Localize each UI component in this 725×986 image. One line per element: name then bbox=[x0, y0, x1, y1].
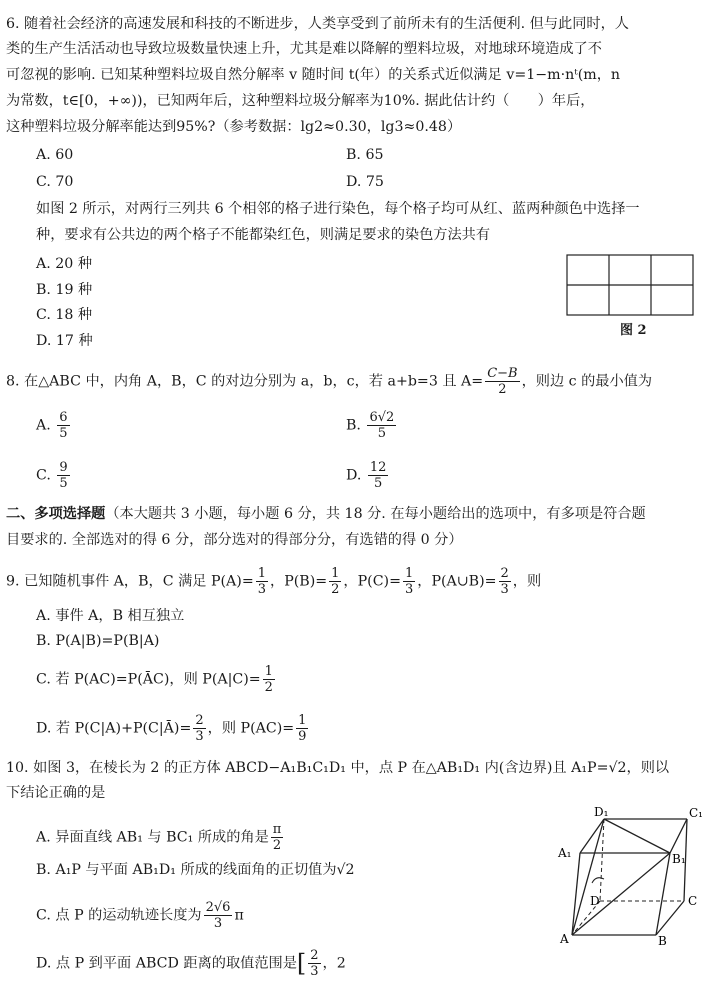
frac-den: 3 bbox=[404, 582, 414, 597]
label-a: A bbox=[560, 932, 569, 946]
q8-option-label: A. bbox=[36, 417, 51, 434]
question-10-line1: 10. 如图 3，在棱长为 2 的正方体 ABCD−A₁B₁C₁D₁ 中，点 P 在△AB₁D₁ 内(含边界)且 A₁P=√2，则以 bbox=[6, 760, 670, 776]
q8-option-b bbox=[346, 410, 398, 441]
frac-num: 1 bbox=[257, 566, 267, 581]
q9-optd-mid: ，则 P(AC)= bbox=[207, 720, 295, 737]
q9-pab bbox=[499, 566, 511, 597]
section-2-desc: （本大题共 3 小题，每小题 6 分，共 18 分. 在每小题给出的选项中，有多项是符合题 bbox=[105, 506, 646, 522]
cube-edge bbox=[580, 819, 604, 853]
frac-den: 5 bbox=[377, 426, 386, 441]
q10-optc-post: π bbox=[234, 907, 244, 924]
q10-optd-bracket: [ bbox=[296, 949, 307, 978]
q6-line: 为常数，t∈[0，+∞))，已知两年后，这种塑料垃圾分解率为10%. 据此估计约（ ）年后， bbox=[6, 93, 595, 109]
label-b1: B₁ bbox=[672, 852, 686, 866]
q9-stem-part: 9. 已知随机事件 A，B，C 满足 P(A)= bbox=[6, 573, 254, 590]
question-10-line2: 下结论正确的是 bbox=[6, 785, 106, 801]
frac-den: 2 bbox=[272, 838, 282, 853]
q10-option-d bbox=[36, 948, 346, 979]
q8-option-frac bbox=[367, 410, 396, 441]
cube-figure-3 bbox=[552, 805, 722, 983]
q8-option-frac bbox=[57, 460, 69, 491]
frac-num: 6√2 bbox=[369, 410, 395, 425]
q9-pb bbox=[329, 566, 341, 597]
q6-line: 可忽视的影响. 已知某种塑料垃圾自然分解率 v 随时间 t(年）的关系式近似满足 v=1−m·nᵗ(m，n bbox=[6, 67, 621, 83]
frac-num: 1 bbox=[331, 566, 340, 581]
q10-option-a bbox=[36, 822, 285, 853]
q8-fraction bbox=[485, 366, 519, 397]
figure-2-label: 图 2 bbox=[620, 323, 647, 338]
q6-line: 6. 随着社会经济的高速发展和科技的不断进步，人类享受到了前所未有的生活便利. 但与此同时，人 bbox=[6, 16, 629, 32]
q9-option-b: B. P(A|B)=P(B|A) bbox=[36, 633, 160, 649]
q7-line: 如图 2 所示，对两行三列共 6 个相邻的格子进行染色，每个格子均可从红、蓝两种颜色中选择一 bbox=[36, 201, 640, 217]
q9-stem-part: ，P(C)= bbox=[343, 573, 401, 590]
q6-option-c: C. 70 bbox=[36, 174, 74, 190]
frac-num: 1 bbox=[264, 664, 273, 679]
label-c1: C₁ bbox=[689, 806, 703, 820]
diag-b1d1 bbox=[604, 819, 670, 853]
cube-edge bbox=[670, 819, 687, 853]
q6-line: 这种塑料垃圾分解率能达到95%?（参考数据：lg2≈0.30，lg3≈0.48） bbox=[6, 119, 462, 135]
q8-option-frac bbox=[57, 410, 69, 441]
q10-opta-frac bbox=[271, 822, 284, 853]
label-d: D bbox=[590, 894, 600, 908]
frac-num: 6 bbox=[59, 410, 68, 425]
q6-line: 类的生产生活活动也导致垃圾数量快速上升，尤其是难以降解的塑料垃圾，对地球环境造成了不 bbox=[6, 41, 602, 57]
q7-option-b: B. 19 种 bbox=[36, 282, 93, 298]
frac-num: 2 bbox=[310, 948, 319, 963]
q8-frac-num: C−B bbox=[487, 366, 518, 381]
diag-ab1 bbox=[572, 853, 670, 935]
frac-num: 12 bbox=[369, 460, 387, 475]
q9-optd-frac1 bbox=[193, 713, 205, 744]
diag-ad1 bbox=[572, 819, 604, 935]
frac-num: 1 bbox=[404, 566, 414, 581]
q7-option-d: D. 17 种 bbox=[36, 333, 93, 349]
cube-edge bbox=[656, 901, 684, 935]
q7-option-c: C. 18 种 bbox=[36, 307, 93, 323]
q8-option-label: C. bbox=[36, 467, 51, 484]
frac-den: 9 bbox=[298, 729, 307, 744]
q10-optd-tail: ，2 bbox=[322, 955, 346, 972]
cube-edge bbox=[656, 853, 670, 935]
q8-option-label: D. bbox=[346, 467, 362, 484]
frac-num: 2 bbox=[500, 566, 509, 581]
q10-optd-text: D. 点 P 到平面 ABCD 距离的取值范围是 bbox=[36, 955, 297, 972]
q10-option-b: B. A₁P 与平面 AB₁D₁ 所成的线面角的正切值为√2 bbox=[36, 862, 355, 878]
frac-num: 2 bbox=[195, 713, 204, 728]
q9-optc-frac bbox=[263, 664, 275, 695]
question-8-stem bbox=[6, 366, 652, 397]
q7-line: 种，要求有公共边的两个格子不能都染红色，则满足要求的染色方法共有 bbox=[36, 227, 491, 243]
q8-option-frac bbox=[368, 460, 389, 491]
q10-optc-text: C. 点 P 的运动轨迹长度为 bbox=[36, 907, 202, 924]
q8-suffix: ，则边 c 的最小值为 bbox=[521, 373, 653, 390]
frac-den: 3 bbox=[257, 582, 267, 597]
q6-option-a: A. 60 bbox=[36, 147, 74, 163]
frac-den: 3 bbox=[500, 582, 509, 597]
q8-prefix: 8. 在△ABC 中，内角 A，B，C 的对边分别为 a，b，c，若 a+b=3 且 A= bbox=[6, 373, 484, 390]
frac-den: 3 bbox=[213, 916, 223, 931]
label-d1: D₁ bbox=[594, 805, 609, 819]
frac-num: 1 bbox=[298, 713, 307, 728]
trajectory-arc bbox=[592, 878, 604, 883]
label-a1: A₁ bbox=[558, 846, 572, 860]
frac-num: 9 bbox=[59, 460, 68, 475]
question-9-stem bbox=[6, 566, 541, 597]
q6-option-b: B. 65 bbox=[346, 147, 384, 163]
frac-den: 2 bbox=[264, 680, 273, 695]
frac-den: 5 bbox=[59, 426, 68, 441]
q9-option-c bbox=[36, 664, 277, 695]
q9-pa bbox=[256, 566, 268, 597]
q9-option-a: A. 事件 A，B 相互独立 bbox=[36, 608, 185, 624]
section-2-desc-line2: 目要求的. 全部选对的得 6 分，部分选对的得部分分，有选错的得 0 分） bbox=[6, 532, 463, 548]
frac-den: 5 bbox=[59, 476, 68, 491]
q9-option-d bbox=[36, 713, 310, 744]
q7-option-a: A. 20 种 bbox=[36, 256, 93, 272]
q8-frac-den: 2 bbox=[498, 382, 507, 397]
section-2-header bbox=[6, 504, 646, 524]
section-2-title: 二、多项选择题 bbox=[6, 506, 106, 522]
q9-stem-part: ，P(A∪B)= bbox=[417, 573, 497, 590]
frac-den: 2 bbox=[331, 582, 340, 597]
frac-den: 5 bbox=[374, 476, 383, 491]
q9-stem-part: ，P(B)= bbox=[270, 573, 328, 590]
frac-den: 3 bbox=[195, 729, 204, 744]
q10-optd-frac bbox=[308, 948, 320, 979]
q9-pc bbox=[403, 566, 415, 597]
q6-option-d: D. 75 bbox=[346, 174, 384, 190]
q8-option-a bbox=[36, 410, 72, 441]
q8-option-d bbox=[346, 460, 390, 491]
q10-optc-frac bbox=[204, 900, 233, 931]
frac-num: 2√6 bbox=[205, 900, 231, 915]
q8-option-c bbox=[36, 460, 72, 491]
label-c: C bbox=[688, 894, 698, 908]
q9-optd-text: D. 若 P(C|A)+P(C|Ā)= bbox=[36, 720, 192, 737]
q10-option-c bbox=[36, 900, 244, 931]
q9-optd-frac2 bbox=[296, 713, 308, 744]
q9-optc-text: C. 若 P(AC)=P(ĀC)，则 P(A|C)= bbox=[36, 671, 261, 688]
label-b: B bbox=[658, 934, 667, 948]
frac-num: π bbox=[272, 822, 282, 837]
q10-opta-text: A. 异面直线 AB₁ 与 BC₁ 所成的角是 bbox=[36, 829, 269, 846]
frac-den: 3 bbox=[310, 964, 319, 979]
q8-option-label: B. bbox=[346, 417, 361, 434]
q9-stem-part: ，则 bbox=[512, 573, 542, 590]
